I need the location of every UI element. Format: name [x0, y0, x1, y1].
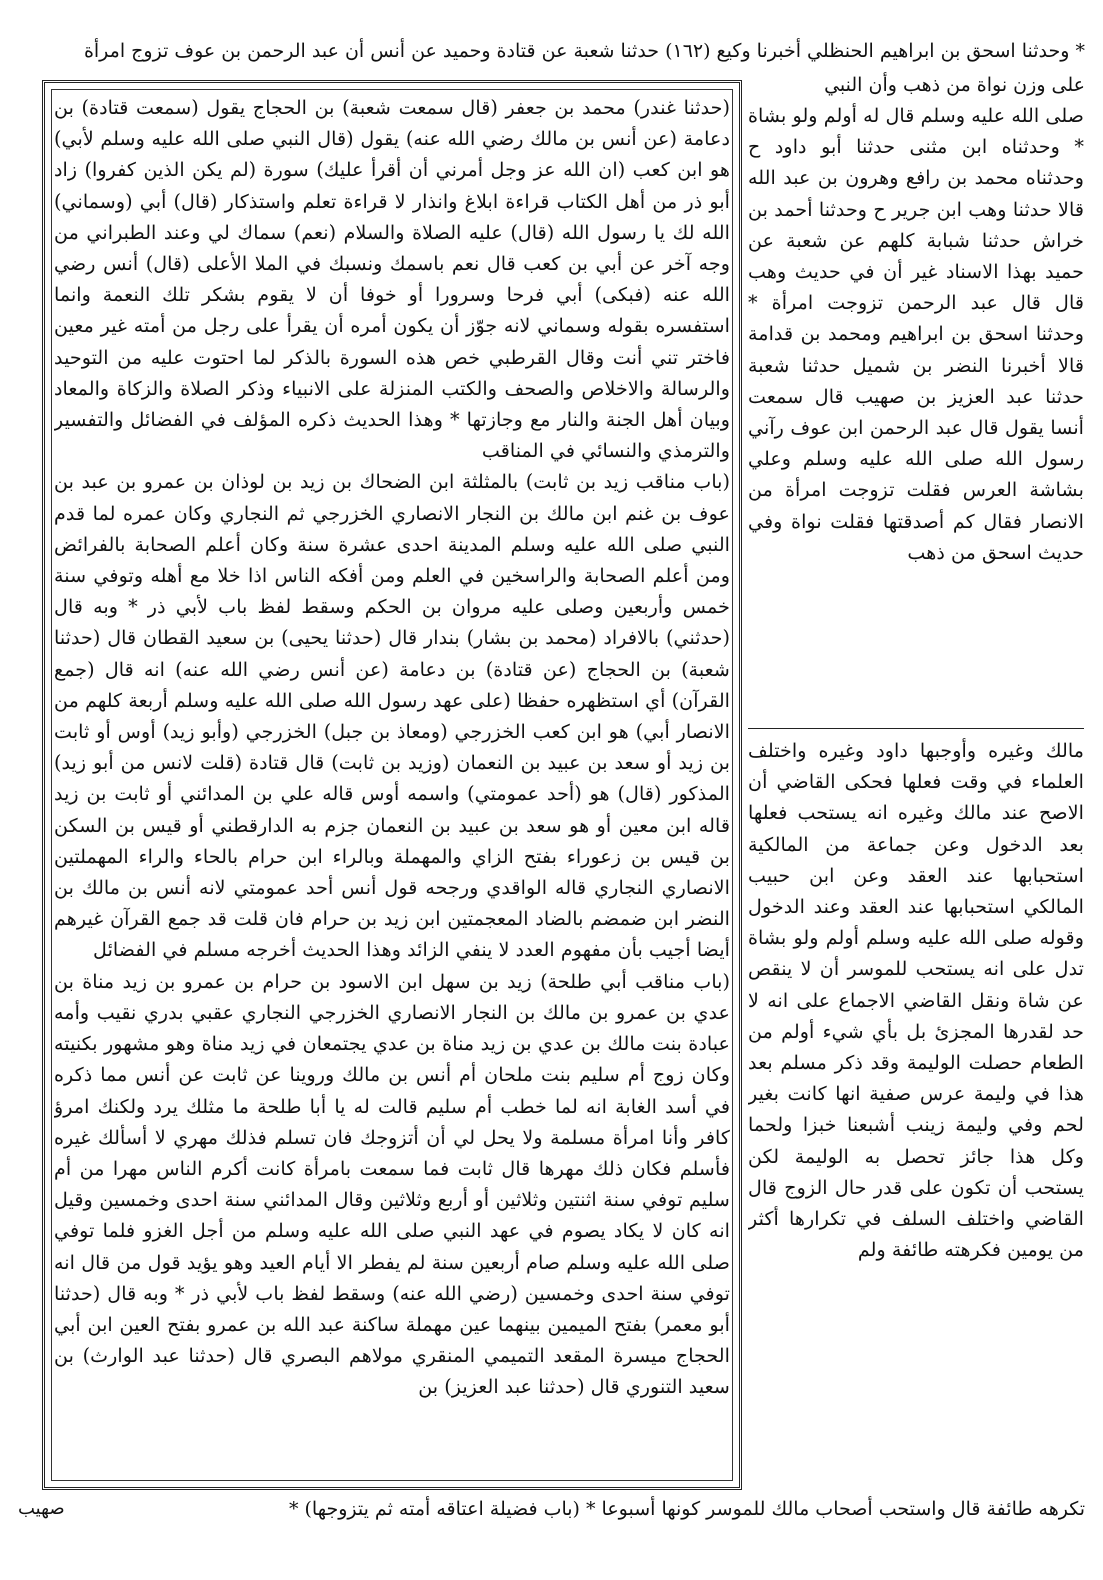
margin-hadith-text — [748, 100, 1084, 720]
header-continuation: على وزن نواة من ذهب وأن النبي — [824, 74, 1085, 96]
margin-divider — [748, 728, 1084, 729]
footer-line: تكرهه طائفة قال واستحب أصحاب مالك للموسر كونها أسبوعا * (باب فضيلة اعتاقه أمته ثم يتزوجها) * — [288, 1498, 1085, 1520]
paragraph-ubayy-hadith: (حدثنا غندر) محمد بن جعفر (قال سمعت شعبة) بن الحجاج يقول (سمعت قتادة) بن دعامة (عن أنس بن مالك رضي الله عنه) يقول (قال النبي صلى الله عليه وسلم لأبي) هو ابن كعب (ان الله عز وجل أمرني أن أقرأ عليك) سورة (لم يكن الذين كفروا) زاد أبو ذر من أهل الكتاب قراءة ابلاغ وانذار لا قراءة تعلم واستذكار (قال) أبي (وسماني) الله لك يا رسول الله (قال) عليه الصلاة والسلام (نعم) سماك لي وعند الطبراني من وجه آخر عن أبي بن كعب قال نعم باسمك ونسبك في الملا الأعلى (قال) أنس رضي الله عنه (فبكى) أبي فرحا وسرورا أو خوفا أن لا يقوم بشكر تلك النعمة وانما استفسره بقوله وسماني لانه جوّز أن يكون أمره أن يقرأ على رجل من أمته غير معين فاختر تني أنت وقال القرطبي خص هذه السورة بالذكر لما احتوت عليه من التوحيد والرسالة والاخلاص والصحف والكتب المنزلة على الانبياء وذكر الصلاة والزكاة والمعاد وبيان أهل الجنة والنار مع وجازتها * وهذا الحديث ذكره المؤلف في الفضائل والتفسير والترمذي والنسائي في المناقب — [54, 96, 730, 463]
margin-commentary — [748, 735, 1084, 1495]
margin-hadith-paragraph: صلى الله عليه وسلم قال له أولم ولو بشاة * وحدثناه ابن مثنى حدثنا أبو داود ح وحدثناه محمد بن رافع وهرون بن عبد الله قالا حدثنا وهب ابن جرير ح وحدثنا أحمد بن خراش حدثنا شبابة كلهم عن شعبة عن حميد بهذا الاسناد غير أن في حديث وهب قال قال عبد الرحمن تزوجت امرأة * وحدثنا اسحق بن ابراهيم ومحمد بن قدامة قالا أخبرنا النضر بن شميل حدثنا شعبة حدثنا عبد العزيز بن صهيب قال سمعت أنسا يقول قال عبد الرحمن ابن عوف رآني رسول الله صلى الله عليه وسلم وعلي بشاشة العرس فقلت تزوجت امرأة من الانصار فقال كم أصدقتها فقلت نواة وفي حديث اسحق من ذهب — [748, 104, 1084, 564]
header-line: * وحدثنا اسحق بن ابراهيم الحنظلي أخبرنا وكيع (١٦٢) حدثنا شعبة عن قتادة وحميد عن أنس أن عبد الرحمن بن عوف تزوج امرأة — [83, 40, 1085, 62]
paragraph-zayd-ibn-thabit: (باب مناقب زيد بن ثابت) بالمثلثة ابن الضحاك بن زيد بن لوذان بن عمرو بن عبد بن عوف بن غنم ابن مالك بن النجار الانصاري الخزرجي ثم النجاري وكان عمره لما قدم النبي صلى الله عليه وسلم المدينة احدى عشرة سنة وكان أعلم الصحابة بالفرائض ومن أعلم الصحابة والراسخين في العلم ومن أفكه الناس اذا خلا مع أهله وتوفي سنة خمس وأربعين وصلى عليه مروان بن الحكم وسقط لفظ باب لأبي ذر * وبه قال (حدثني) بالافراد (محمد بن بشار) بندار قال (حدثنا يحيى) بن سعيد القطان قال (حدثنا شعبة) بن الحجاج (عن قتادة) بن دعامة (عن أنس رضي الله عنه) انه قال (جمع القرآن) أي استظهره حفظا (على عهد رسول الله صلى الله عليه وسلم أربعة كلهم من الانصار أبي) هو ابن كعب الخزرجي (ومعاذ بن جبل) الخزرجي (وأبو زيد) أوس أو ثابت بن زيد أو سعد بن عبيد بن النعمان (وزيد بن ثابت) قال قتادة (قلت لانس من أبو زيد) المذكور (قال) هو (أحد عمومتي) واسمه أوس قاله علي بن المدائني أو ثابت بن زيد قاله ابن معين أو هو سعد بن عبيد بن النعمان جزم به الدارقطني أو قيس بن السكن بن قيس بن زعوراء بفتح الزاي والمهملة وبالراء ابن حرام بالحاء والراء المهملتين الانصاري النجاري قاله الواقدي ورجحه قول أنس أحد عمومتي لانه أنس بن مالك بن النضر ابن ضمضم بالضاد المعجمتين ابن زيد بن حرام فان قلت قد جمع القرآن غيرهم أيضا أجيب بأن مفهوم العدد لا ينفي الزائد وهذا الحديث أخرجه مسلم في الفضائل — [54, 470, 730, 962]
margin-column — [748, 100, 1084, 1495]
margin-commentary-paragraph: مالك وغيره وأوجبها داود وغيره واختلف العلماء في وقت فعلها فحكى القاضي أن الاصح عند مالك وغيره انه يستحب فعلها بعد الدخول وعن جماعة من المالكية استحبابها عند العقد وعن ابن حبيب المالكي استحبابها عند العقد وعند الدخول وقوله صلى الله عليه وسلم أولم ولو بشاة تدل على انه يستحب للموسر أن لا ينقص عن شاة ونقل القاضي الاجماع على انه لا حد لقدرها المجزئ بل بأي شيء أولم من الطعام حصلت الوليمة وقد ذكر مسلم بعد هذا في وليمة عرس صفية انها كانت بغير لحم وفي وليمة زينب أشبعنا خبزا ولحما وكل هذا جائز تحصل به الوليمة لكن يستحب أن تكون على قدر حال الزوج قال القاضي واختلف السلف في تكرارها أكثر من يومين فكرهته طائفة ولم — [748, 739, 1084, 1262]
catchword: صهيب — [18, 1498, 65, 1519]
paragraph-abu-talha: (باب مناقب أبي طلحة) زيد بن سهل ابن الاسود بن حرام بن عمرو بن زيد مناة بن عدي بن عمرو بن مالك بن النجار الانصاري الخزرجي النجاري عقبي بدري نقيب وأمه عبادة بنت مالك بن عدي بن زيد مناة بن عدي يجتمعان في زيد مناة وهو مشهور بكنيته وكان زوج أم سليم بنت ملحان أم أنس بن مالك وروينا عن ثابت عن أنس مما ذكره في أسد الغابة انه لما خطب أم سليم قالت له يا أبا طلحة ما مثلك يرد ولكنك امرؤ كافر وأنا امرأة مسلمة ولا يحل لي أن أتزوجك فان تسلم فذلك مهري لا أسألك غيره فأسلم فكان ذلك مهرها قال ثابت فما سمعت بامرأة كانت أكرم الناس مهرا من أم سليم توفي سنة اثنتين وثلاثين أو أربع وثلاثين وقال المدائني سنة احدى وخمسين وقيل انه كان لا يكاد يصوم في عهد النبي صلى الله عليه وسلم من أجل الغزو فلما توفي صلى الله عليه وسلم صام أربعين سنة لم يفطر الا أيام العيد وهو يؤيد قول من قال انه توفي سنة احدى وخمسين (رضي الله عنه) وسقط لفظ باب لأبي ذر * وبه قال (حدثنا أبو معمر) بفتح الميمين بينهما عين مهملة ساكنة عبد الله بن عمرو بفتح العين ابن أبي الحجاج ميسرة المقعد التميمي المنقري مولاهم البصري قال (حدثنا عبد الوارث) بن سعيد التنوري قال (حدثنا عبد العزيز) بن — [54, 969, 730, 1399]
main-commentary — [54, 92, 730, 1484]
